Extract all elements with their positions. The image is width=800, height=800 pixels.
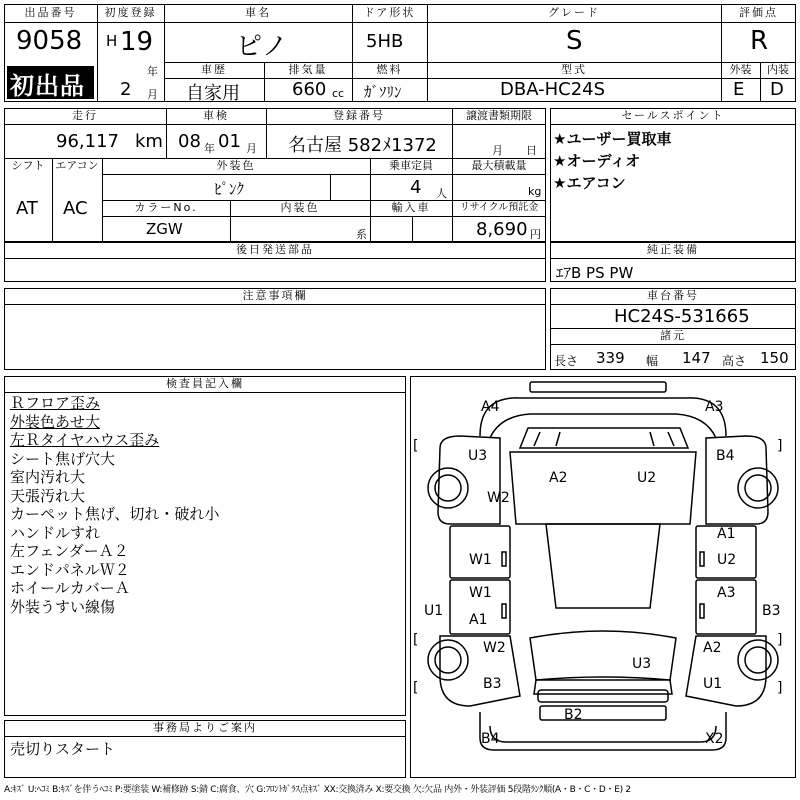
sales-point-item: ★ユーザー買取車 bbox=[553, 130, 672, 148]
inspector-label: 検査員記入欄 bbox=[166, 377, 244, 390]
lot-no-label: 出品番号 bbox=[24, 6, 77, 19]
inspector-notes bbox=[10, 394, 219, 616]
transfer-label: 譲渡書類期限 bbox=[466, 109, 532, 122]
damage-mark-u1: U1 bbox=[703, 676, 723, 692]
damage-mark-b3: B3 bbox=[483, 676, 502, 692]
notes-label: 注意事項欄 bbox=[242, 289, 308, 302]
later-parts-label: 後日発送部品 bbox=[236, 243, 314, 256]
inspector-line: カーペット焦げ、切れ・破れ小 bbox=[10, 505, 220, 523]
damage-mark-u3: U3 bbox=[468, 448, 488, 464]
recycle-fee: 8,690 bbox=[476, 219, 528, 240]
capacity-label: 乗車定員 bbox=[389, 159, 433, 172]
capacity-unit: 人 bbox=[436, 187, 447, 200]
damage-mark-x2: X2 bbox=[705, 731, 724, 747]
inspector-line: 外装うすい線傷 bbox=[10, 597, 116, 616]
lot-no: 9058 bbox=[16, 26, 83, 56]
specs-label: 諸元 bbox=[660, 329, 686, 342]
width-label: 幅 bbox=[646, 354, 659, 368]
damage-mark-u2: U2 bbox=[717, 552, 737, 568]
damage-mark-w1: W1 bbox=[469, 585, 492, 601]
damage-mark-w2: W2 bbox=[487, 490, 510, 506]
damage-mark-b4: B4 bbox=[716, 448, 735, 464]
reg-label: 初度登録 bbox=[104, 6, 157, 19]
inspector-line: 左フェンダーＡ２ bbox=[10, 542, 129, 560]
inspector-line: 左Ｒタイヤハウス歪み bbox=[10, 431, 160, 449]
bracket: ] bbox=[777, 680, 783, 696]
model-code: DBA-HC24S bbox=[500, 79, 606, 100]
color-no: ZGW bbox=[146, 220, 183, 238]
inspector-line: Ｒフロア歪み bbox=[10, 394, 101, 412]
intcolor-unit: 系 bbox=[356, 228, 367, 241]
shift: AT bbox=[16, 198, 38, 219]
inspect-year: 08 bbox=[178, 131, 201, 152]
inspect-year-unit: 年 bbox=[204, 142, 215, 155]
import-label: 輸入車 bbox=[391, 201, 431, 214]
colorno-label: カラーNo. bbox=[134, 201, 198, 214]
damage-mark-a3: A3 bbox=[705, 399, 724, 415]
bracket: ] bbox=[777, 632, 783, 648]
disp-unit: cc bbox=[332, 87, 345, 100]
legend: A:ｷｽﾞ U:ﾍｺﾐ B:ｷｽﾞを伴うﾍｺﾐ P:要塗装 W:補修跡 S:錆 C:腐食、穴 G:ﾌﾛﾝﾄｶﾞﾗｽ点ｷｽﾞ XX:交換済み X:要交換 欠:欠品 内外・外装評価 5段階ﾗﾝｸ順(A・B・C・D・E) 2 bbox=[4, 785, 631, 795]
damage-mark-b3: B3 bbox=[762, 603, 781, 619]
load-unit: kg bbox=[528, 185, 542, 198]
score-label: 評価点 bbox=[739, 6, 778, 19]
color-label: 外装色 bbox=[216, 159, 256, 172]
bracket: [ bbox=[413, 680, 419, 696]
mileage-unit: km bbox=[135, 131, 163, 152]
width: 147 bbox=[682, 349, 711, 367]
inspector-line: 天張汚れ大 bbox=[10, 486, 86, 505]
length: 339 bbox=[596, 349, 625, 367]
height-label: 高さ bbox=[722, 354, 747, 368]
damage-mark-a2: A2 bbox=[549, 470, 568, 486]
inspector-line: エンドパネルＷ２ bbox=[10, 560, 130, 579]
fuel: ｶﾞｿﾘﾝ bbox=[364, 83, 402, 101]
inspector-line: ハンドルすれ bbox=[10, 523, 101, 542]
model-label: 型式 bbox=[561, 63, 587, 76]
equipment: ｴｱB PS PW bbox=[556, 264, 634, 282]
damage-mark-a2: A2 bbox=[703, 640, 722, 656]
sales-label: セールスポイント bbox=[621, 109, 725, 122]
sales-point-item: ★エアコン bbox=[553, 174, 626, 192]
ext-label: 外装 bbox=[729, 63, 752, 76]
mileage: 96,117 bbox=[56, 131, 119, 152]
score: R bbox=[750, 26, 769, 56]
reg-era: H bbox=[106, 32, 118, 50]
damage-mark-w1: W1 bbox=[469, 552, 492, 568]
damage-mark-a3: A3 bbox=[717, 585, 736, 601]
reg-year-unit: 年 bbox=[147, 65, 158, 78]
damage-mark-a1: A1 bbox=[469, 612, 488, 628]
int-score: D bbox=[770, 79, 784, 100]
body-color: ﾋﾟﾝｸ bbox=[214, 180, 245, 198]
load-label: 最大積載量 bbox=[471, 159, 527, 172]
ac: AC bbox=[63, 198, 88, 219]
chassis-label: 車台番号 bbox=[647, 289, 699, 302]
capacity: 4 bbox=[410, 177, 422, 198]
int-label: 内装 bbox=[767, 63, 789, 76]
length-label: 長さ bbox=[554, 354, 579, 368]
door-type: 5HB bbox=[366, 31, 404, 52]
transfer-month-unit: 月 bbox=[492, 144, 503, 157]
inspector-line: 外装色あせ大 bbox=[10, 412, 101, 431]
inspect-month-unit: 月 bbox=[246, 142, 257, 155]
office-label: 事務局よりご案内 bbox=[153, 721, 257, 734]
transfer-day-unit: 日 bbox=[526, 144, 537, 157]
shift-label: シフト bbox=[11, 159, 45, 172]
inspect-label: 車検 bbox=[203, 109, 229, 122]
reg-month-unit: 月 bbox=[147, 88, 158, 101]
fuel-label: 燃料 bbox=[376, 63, 403, 76]
inspect-month: 01 bbox=[218, 131, 241, 152]
damage-mark-u2: U2 bbox=[637, 470, 657, 486]
damage-mark-u3: U3 bbox=[632, 656, 652, 672]
height: 150 bbox=[760, 349, 789, 367]
mileage-label: 走行 bbox=[72, 109, 98, 122]
intcolor-label: 内装色 bbox=[280, 201, 320, 214]
first-listing-text: 初出品 bbox=[10, 72, 85, 100]
inspector-line: 室内汚れ大 bbox=[10, 468, 86, 486]
plate-number: 名古屋 582ﾒ1372 bbox=[288, 135, 437, 156]
sales-point-item: ★オーディオ bbox=[553, 152, 641, 170]
office-note: 売切りスタート bbox=[10, 740, 116, 758]
equip-label: 純正装備 bbox=[647, 243, 699, 256]
car-name: ピノ bbox=[236, 32, 288, 62]
grade: S bbox=[566, 26, 583, 56]
reg-year: 19 bbox=[120, 27, 154, 57]
reg-month: 2 bbox=[120, 79, 132, 100]
ext-score: E bbox=[733, 79, 745, 100]
recycle-label: リサイクル預託金 bbox=[459, 202, 539, 213]
vehicle-info-block bbox=[4, 108, 546, 242]
inspector-line: シート焦げ穴大 bbox=[10, 449, 116, 468]
door-label: ドア形状 bbox=[363, 6, 416, 19]
bracket: [ bbox=[413, 438, 419, 454]
history: 自家用 bbox=[186, 83, 240, 104]
inspector-line: ホイールカバーＡ bbox=[10, 579, 130, 597]
disp-label: 排気量 bbox=[288, 63, 328, 76]
damage-mark-u1: U1 bbox=[424, 603, 444, 619]
bracket: [ bbox=[413, 632, 419, 648]
name-label: 車名 bbox=[245, 6, 271, 19]
car-diagram bbox=[410, 376, 796, 778]
damage-mark-a1: A1 bbox=[717, 526, 736, 542]
displacement: 660 bbox=[292, 79, 327, 100]
damage-mark-b2: B2 bbox=[564, 707, 583, 723]
damage-mark-a4: A4 bbox=[481, 399, 500, 415]
recycle-unit: 円 bbox=[530, 228, 541, 241]
damage-mark-b4: B4 bbox=[481, 731, 500, 747]
chassis-number: HC24S-531665 bbox=[614, 306, 750, 327]
plate-label: 登録番号 bbox=[333, 109, 385, 122]
bracket: ] bbox=[777, 438, 783, 454]
history-label: 車歴 bbox=[201, 63, 227, 76]
grade-label: グレード bbox=[548, 6, 600, 19]
damage-mark-w2: W2 bbox=[483, 640, 506, 656]
ac-label: エアコン bbox=[55, 159, 99, 172]
